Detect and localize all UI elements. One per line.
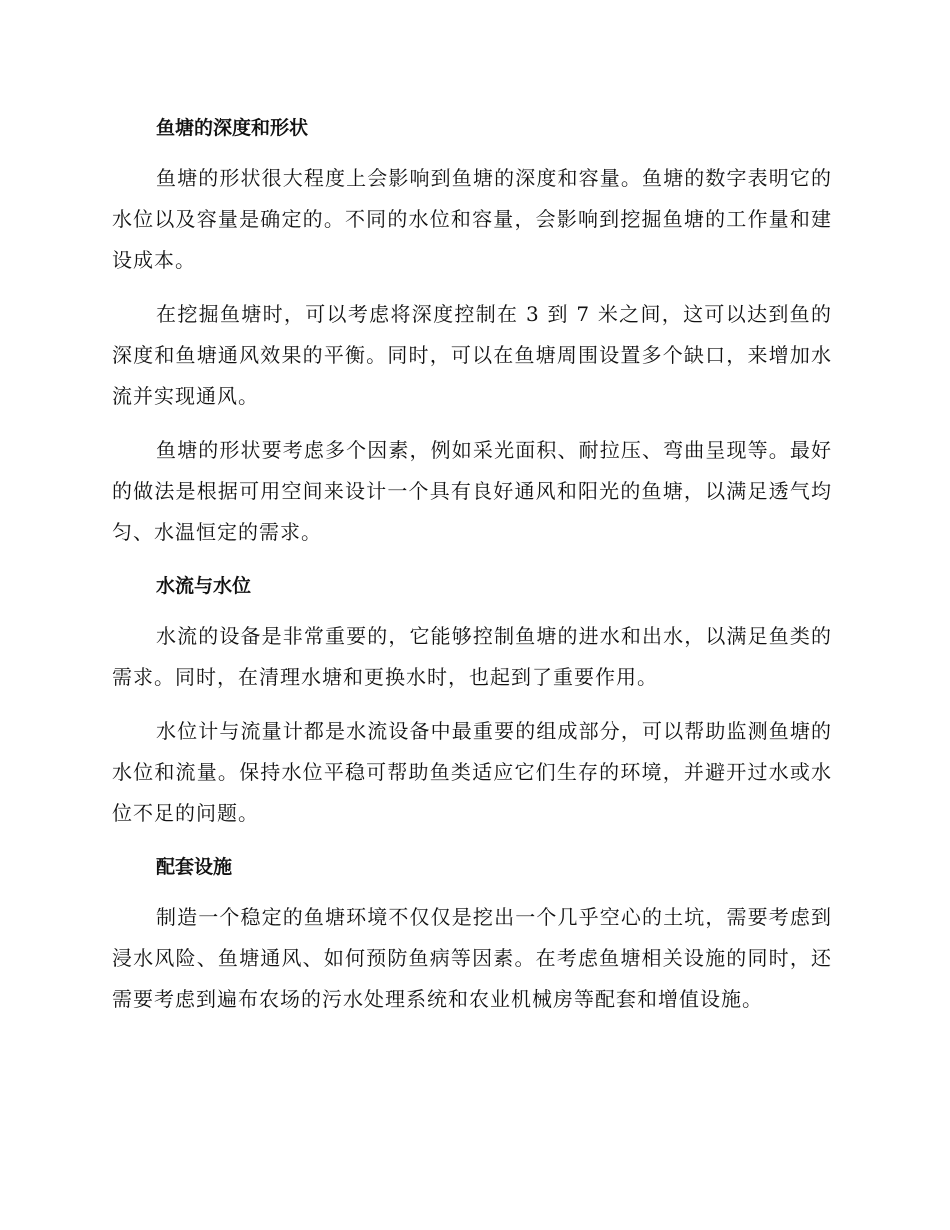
paragraph: 水位计与流量计都是水流设备中最重要的组成部分，可以帮助监测鱼塘的水位和流量。保持水位平稳可帮助鱼类适应它们生存的环境，并避开过水或水位不足的问题。: [112, 719, 832, 825]
section-heading-pond-depth-shape: 鱼塘的深度和形状: [156, 117, 309, 139]
document-page: [112, 108, 832, 1033]
paragraph: 鱼塘的形状很大程度上会影响到鱼塘的深度和容量。鱼塘的数字表明它的水位以及容量是确定的。不同的水位和容量，会影响到挖掘鱼塘的工作量和建设成本。: [112, 166, 832, 272]
paragraph: 鱼塘的形状要考虑多个因素，例如采光面积、耐拉压、弯曲呈现等。最好的做法是根据可用空间来设计一个具有良好通风和阳光的鱼塘，以满足透气均匀、水温恒定的需求。: [112, 438, 832, 544]
section-heading-facilities: 配套设施: [156, 856, 233, 878]
paragraph: 在挖掘鱼塘时，可以考虑将深度控制在 3 到 7 米之间，这可以达到鱼的深度和鱼塘通风效果的平衡。同时，可以在鱼塘周围设置多个缺口，来增加水流并实现通风。: [112, 302, 832, 408]
paragraph: 水流的设备是非常重要的，它能够控制鱼塘的进水和出水，以满足鱼类的需求。同时，在清理水塘和更换水时，也起到了重要作用。: [112, 624, 832, 689]
paragraph: 制造一个稳定的鱼塘环境不仅仅是挖出一个几乎空心的土坑，需要考虑到浸水风险、鱼塘通风、如何预防鱼病等因素。在考虑鱼塘相关设施的同时，还需要考虑到遍布农场的污水处理系统和农业机械房等配套和增值设施。: [112, 905, 832, 1011]
section-heading-water-flow-level: 水流与水位: [156, 575, 252, 597]
